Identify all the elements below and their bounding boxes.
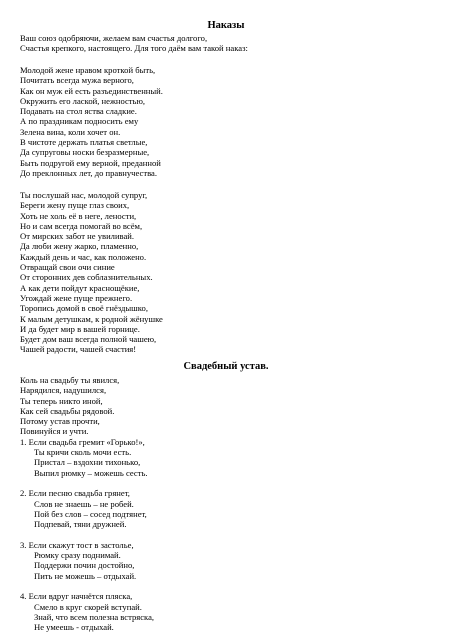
text-line bbox=[20, 529, 440, 539]
rule-line-3: 3. Если скажут тост в застолье, bbox=[20, 539, 134, 550]
text-line: Слов не знаешь – не робей. bbox=[34, 498, 134, 509]
text-line: Окружить его лаской, нежностью, bbox=[20, 95, 146, 106]
text-line: Ты послушай нас, молодой супруг, bbox=[20, 190, 148, 200]
text-line: Почитать всегда мужа верного, bbox=[20, 75, 134, 86]
text-line: Нарядился, надушился, bbox=[20, 385, 107, 396]
text-line: Ты теперь никто иной, bbox=[20, 395, 103, 406]
text-line: Будет дом ваш всегда полной чашею, bbox=[20, 334, 157, 345]
text-line: Да супруговы носки безразмерные, bbox=[20, 147, 150, 158]
text-line: Ты кричи сколь мочи есть. bbox=[34, 447, 132, 458]
text-line: Поддержи почин достойно, bbox=[34, 560, 135, 571]
text-line: Пить не можешь – отдыхай. bbox=[34, 570, 137, 581]
text-line: Пой без слов – сосед подтянет, bbox=[34, 508, 147, 519]
text-line: Береги жену пуще глаз своих, bbox=[20, 200, 130, 211]
text-line bbox=[20, 478, 440, 488]
text-line: Рюмку сразу поднимай. bbox=[34, 550, 121, 561]
text-line: Выпил рюмку – можешь сесть. bbox=[34, 467, 148, 478]
rule-line-1: 1. Если свадьба гремит «Горько!», bbox=[20, 436, 145, 447]
text-line: Быть подругой ему верной, преданной bbox=[20, 157, 161, 168]
nakazy-stanza-1 bbox=[20, 65, 440, 178]
text-line: До преклонных лет, до правнучества. bbox=[20, 167, 158, 178]
rule-line-4: 4. Если вдруг начнётся пляска, bbox=[20, 591, 133, 602]
text-line: Не умеешь - отдыхай. bbox=[34, 622, 114, 633]
nakazy-stanza-2 bbox=[20, 190, 440, 355]
text-line bbox=[20, 632, 440, 642]
text-line: Потому устав прочти, bbox=[20, 416, 100, 427]
text-line: Угождай жене пуще прежнего. bbox=[20, 292, 133, 303]
nakazy-intro bbox=[20, 33, 440, 54]
text-line: От мирских забот не увиливай. bbox=[20, 231, 135, 242]
text-line: Но и сам всегда помогай во всём, bbox=[20, 220, 143, 231]
text-line: Чашей радости, чашей счастия! bbox=[20, 344, 137, 355]
text-line: Ваш союз одобряючи, желаем вам счастья долгого, bbox=[20, 33, 208, 43]
text-line: Подпевай, тяни дружней. bbox=[34, 519, 127, 530]
text-line: Коль на свадьбу ты явился, bbox=[20, 375, 120, 385]
text-line: От сторонних дев соблазнительных. bbox=[20, 272, 153, 283]
text-line: Хоть не холь её в неге, лености, bbox=[20, 210, 137, 221]
text-line: Подавать на стол яства сладкие. bbox=[20, 106, 137, 117]
rule-line-2: 2. Если песню свадьба грянет, bbox=[20, 488, 130, 499]
text-line: Отвращай свои очи синие bbox=[20, 262, 115, 273]
text-line: Каждый день и час, как положено. bbox=[20, 251, 147, 262]
text-line: Как он муж ей есть разъединственный. bbox=[20, 85, 163, 96]
text-line: Как сей свадьбы рядовой. bbox=[20, 405, 115, 416]
text-line: Знай, что всем полезна встряска, bbox=[34, 611, 155, 622]
text-line: А по праздникам подносить ему bbox=[20, 116, 139, 127]
section-title-ustav: Свадебный устав. bbox=[183, 361, 269, 372]
text-line: Повинуйся и учти. bbox=[20, 426, 89, 437]
text-line: К малым детушкам, к родной жёнушке bbox=[20, 313, 163, 324]
text-line: Зелена вина, коли хочет он. bbox=[20, 126, 121, 137]
text-line bbox=[20, 581, 440, 591]
text-line: Молодой жене нравом кроткой быть, bbox=[20, 65, 156, 75]
ustav-body bbox=[20, 375, 440, 643]
text-line: И да будет мир в вашей горнице. bbox=[20, 323, 140, 334]
text-line: Смело в круг скорей вступай. bbox=[34, 601, 142, 612]
text-line: Торопись домой в своё гнёздышко, bbox=[20, 303, 148, 314]
text-line: Да люби жену жарко, пламенно, bbox=[20, 241, 139, 252]
text-line: Счастья крепкого, настоящего. Для того даём вам такой наказ: bbox=[20, 43, 248, 54]
text-line: Пристал – вздохни тихонько, bbox=[34, 457, 141, 468]
text-line: В чистоте держать платья светлые, bbox=[20, 137, 148, 148]
text-line: А как дети пойдут краснощёкие, bbox=[20, 282, 140, 293]
section-title-nakazy: Наказы bbox=[207, 20, 245, 31]
